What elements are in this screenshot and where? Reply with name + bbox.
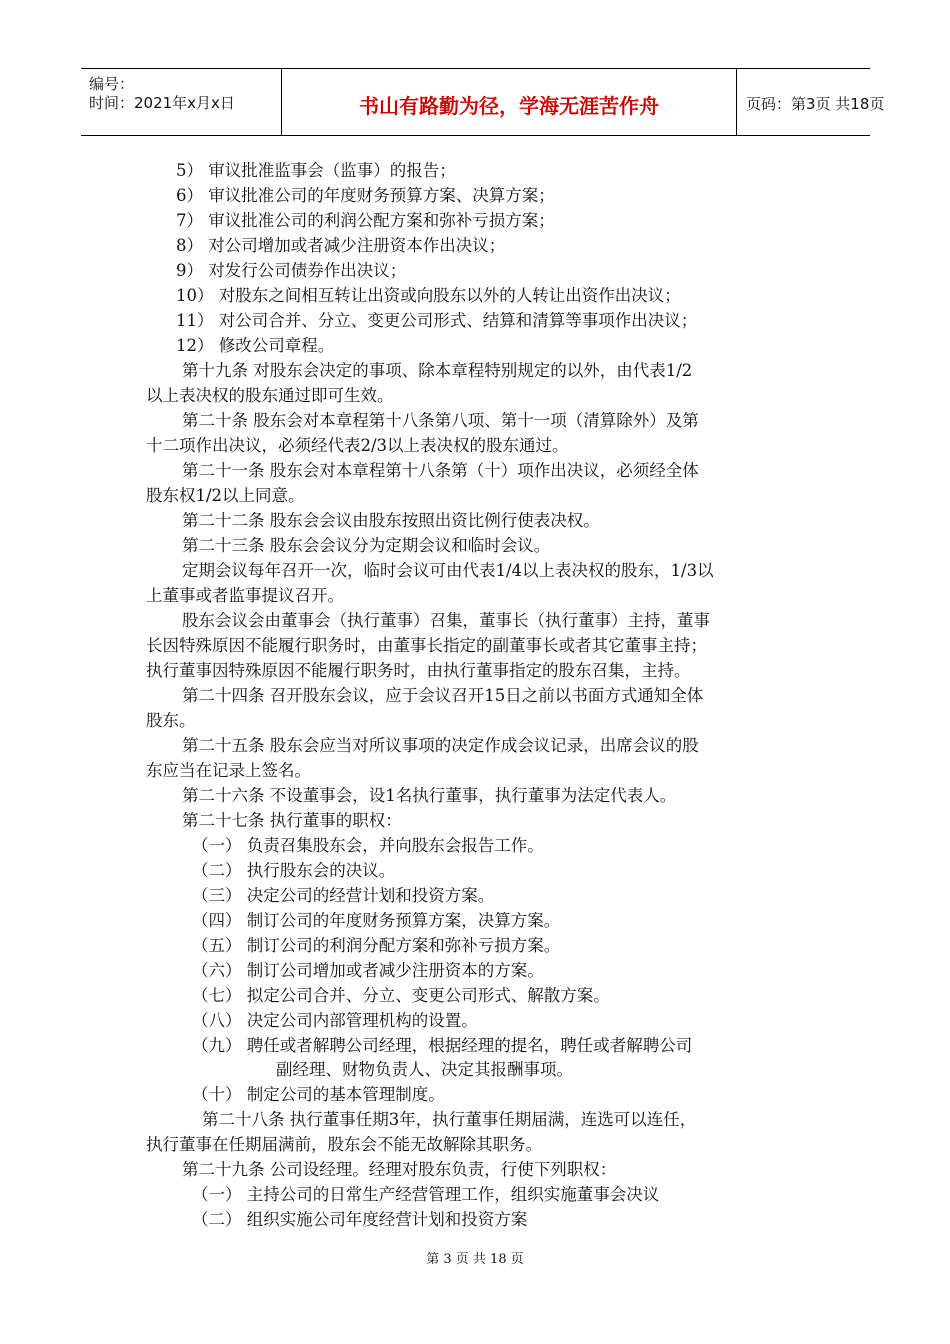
text-line: 第二十八条 执行董事任期3年，执行董事任期届满，连选可以连任， bbox=[202, 1110, 697, 1129]
page-footer: 第 3 页 共 18 页 bbox=[426, 1252, 524, 1267]
text-line: 第二十九条 公司设经理。经理对股东负责，行使下列职权： bbox=[182, 1160, 617, 1179]
text-line: 股东会议会由董事会（执行董事）召集，董事长（执行董事）主持，董事 bbox=[182, 611, 710, 630]
text-line: （十） 制定公司的基本管理制度。 bbox=[192, 1085, 445, 1104]
text-line: （二） 组织实施公司年度经营计划和投资方案 bbox=[192, 1210, 528, 1229]
text-line: 定期会议每年召开一次，临时会议可由代表1/4以上表决权的股东，1/3以 bbox=[182, 561, 714, 580]
text-line: 8） 对公司增加或者减少注册资本作出决议； bbox=[176, 236, 506, 255]
text-line: （五） 制订公司的利润分配方案和弥补亏损方案。 bbox=[192, 936, 561, 955]
text-line: 长因特殊原因不能履行职务时，由董事长指定的副董事长或者其它董事主持； bbox=[146, 636, 707, 655]
text-line: 第二十条 股东会对本章程第十八条第八项、第十一项（清算除外）及第 bbox=[182, 411, 699, 430]
text-line: 股东。 bbox=[146, 711, 196, 730]
text-line: 以上表决权的股东通过即可生效。 bbox=[146, 386, 394, 405]
text-line: 11） 对公司合并、分立、变更公司形式、结算和清算等事项作出决议； bbox=[176, 311, 698, 330]
text-line: 第十九条 对股东会决定的事项、除本章程特别规定的以外，由代表1/2 bbox=[182, 361, 693, 380]
text-line: 股东权1/2以上同意。 bbox=[146, 486, 305, 505]
motto: 书山有路勤为径，学海无涯苦作舟 bbox=[359, 94, 659, 118]
text-line: 第二十七条 执行董事的职权： bbox=[182, 811, 402, 830]
text-line: 副经理、财物负责人、决定其报酬事项。 bbox=[276, 1060, 573, 1079]
page-header bbox=[81, 68, 885, 136]
text-line: 5） 审议批准监事会（监事）的报告； bbox=[176, 161, 456, 180]
text-line: 10） 对股东之间相互转让出资或向股东以外的人转让出资作出决议； bbox=[176, 286, 681, 305]
text-line: （一） 负责召集股东会，并向股东会报告工作。 bbox=[192, 836, 544, 855]
text-line: 第二十六条 不设董事会，设1名执行董事，执行董事为法定代表人。 bbox=[182, 786, 677, 805]
text-line: 上董事或者监事提议召开。 bbox=[146, 586, 344, 605]
text-line: 第二十二条 股东会会议由股东按照出资比例行使表决权。 bbox=[182, 511, 600, 530]
text-line: 7） 审议批准公司的利润公配方案和弥补亏损方案； bbox=[176, 211, 555, 230]
text-line: （四） 制订公司的年度财务预算方案，决算方案。 bbox=[192, 911, 561, 930]
text-line: （六） 制订公司增加或者减少注册资本的方案。 bbox=[192, 961, 544, 980]
text-line: 第二十五条 股东会应当对所议事项的决定作成会议记录，出席会议的股 bbox=[182, 736, 699, 755]
text-line: （七） 拟定公司合并、分立、变更公司形式、解散方案。 bbox=[192, 986, 610, 1005]
date-label: 时间：2021年x月x日 bbox=[89, 94, 235, 112]
text-line: 执行董事因特殊原因不能履行职务时，由执行董事指定的股东召集，主持。 bbox=[146, 661, 691, 680]
header-page-cell bbox=[737, 69, 885, 135]
text-line: 第二十一条 股东会对本章程第十八条第（十）项作出决议，必须经全体 bbox=[182, 461, 699, 480]
text-line: 9） 对发行公司债券作出决议； bbox=[176, 261, 407, 280]
text-line: 6） 审议批准公司的年度财务预算方案、决算方案； bbox=[176, 186, 555, 205]
text-line: 12） 修改公司章程。 bbox=[176, 336, 335, 355]
header-motto-cell bbox=[282, 69, 737, 135]
text-line: 第二十三条 股东会会议分为定期会议和临时会议。 bbox=[182, 536, 551, 555]
text-line: （八） 决定公司内部管理机构的设置。 bbox=[192, 1011, 478, 1030]
header-meta-cell bbox=[81, 69, 282, 135]
text-line: （二） 执行股东会的决议。 bbox=[192, 861, 396, 880]
text-line: （三） 决定公司的经营计划和投资方案。 bbox=[192, 886, 495, 905]
text-line: 执行董事在任期届满前，股东会不能无故解除其职务。 bbox=[146, 1135, 542, 1154]
text-line: （一） 主持公司的日常生产经营管理工作，组织实施董事会决议 bbox=[192, 1185, 660, 1204]
text-line: （九） 聘任或者解聘公司经理，根据经理的提名，聘任或者解聘公司 bbox=[192, 1036, 693, 1055]
text-line: 东应当在记录上签名。 bbox=[146, 761, 311, 780]
text-line: 第二十四条 召开股东会议，应于会议召开15日之前以书面方式通知全体 bbox=[182, 686, 704, 705]
serial-label: 编号： bbox=[89, 75, 135, 93]
text-line: 十二项作出决议，必须经代表2/3以上表决权的股东通过。 bbox=[146, 436, 569, 455]
page-number-label: 页码：第3页 共18页 bbox=[746, 95, 885, 113]
